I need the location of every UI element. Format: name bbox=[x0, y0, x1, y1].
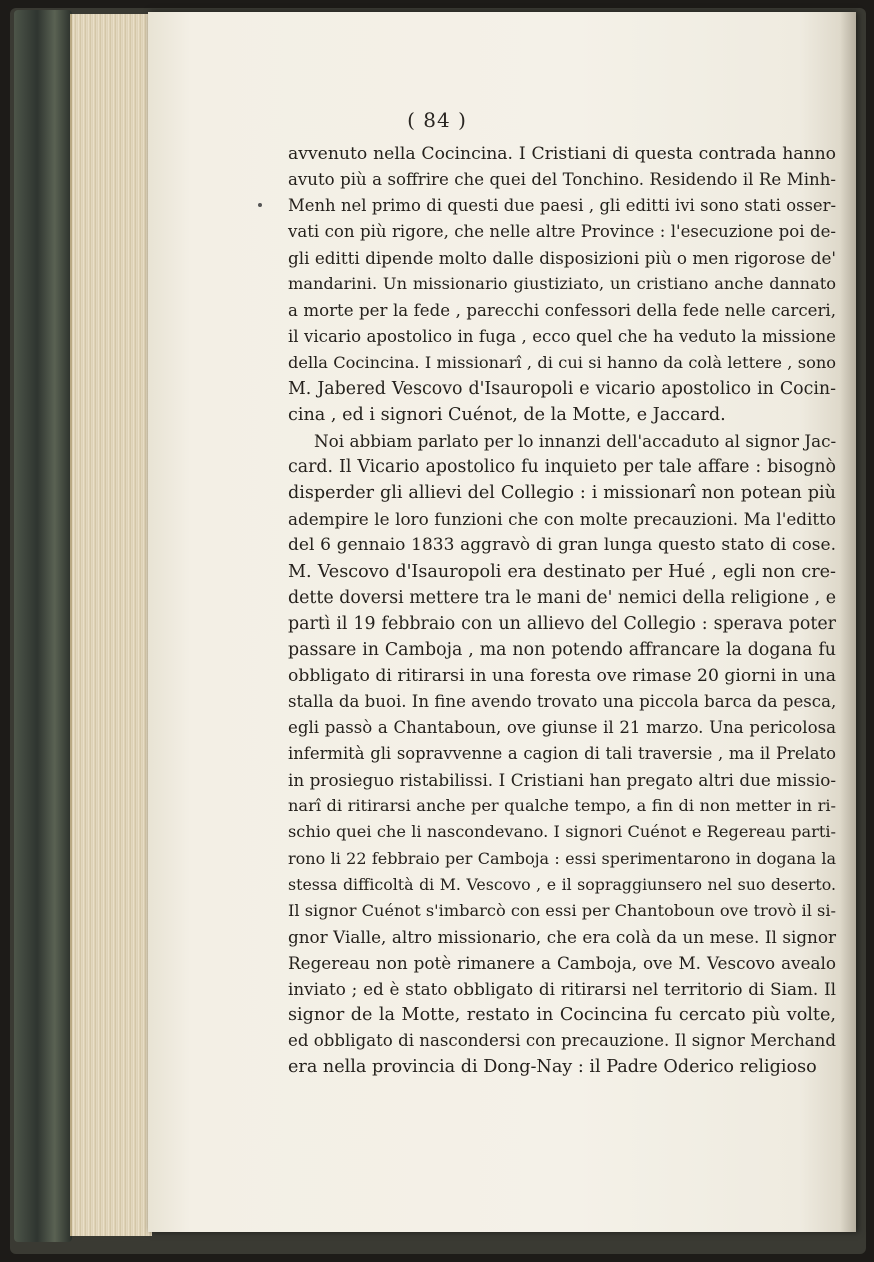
text-line: in prosieguo ristabilissi. I Cristiani han pregato altri due missio- bbox=[288, 770, 836, 791]
text-line: gnor Vialle, altro missionario, che era colà da un mese. Il signor bbox=[288, 926, 836, 947]
text-line: signor de la Motte, restato in Cocincina fu cercato più volte, bbox=[288, 1005, 836, 1026]
text-line: era nella provincia di Dong-Nay : il Padre Oderico religioso bbox=[288, 1057, 817, 1078]
text-line: Il signor Cuénot s'imbarcò con essi per Chantoboun ove trovò il si- bbox=[288, 900, 836, 920]
text-line: dette doversi mettere tra le mani de' nemici della religione , e bbox=[288, 587, 836, 608]
text-line: narî di ritirarsi anche per qualche tempo, a fin di non metter in ri- bbox=[288, 796, 836, 816]
body-text bbox=[288, 141, 836, 1080]
text-line: cina , ed i signori Cuénot, de la Motte, e Jaccard. bbox=[288, 404, 726, 425]
text-line: stessa difficoltà di M. Vescovo , e il sopraggiunsero nel suo deserto. bbox=[288, 874, 836, 894]
page-curl-shadow bbox=[840, 12, 856, 1232]
text-line: avvenuto nella Cocincina. I Cristiani di questa contrada hanno bbox=[288, 144, 836, 164]
text-line: mandarini. Un missionario giustiziato, un cristiano anche dannato bbox=[288, 274, 836, 294]
text-line: avuto più a soffrire che quei del Tonchino. Residendo il Re Minh- bbox=[288, 170, 836, 190]
text-line: il vicario apostolico in fuga , ecco quel che ha veduto la missione bbox=[288, 326, 836, 346]
page-edges bbox=[70, 14, 152, 1236]
text-line: card. Il Vicario apostolico fu inquieto per tale affare : bisognò bbox=[288, 457, 836, 478]
text-line: ed obbligato di nascondersi con precauzione. Il signor Merchand bbox=[288, 1031, 836, 1051]
book-cover-edge bbox=[14, 10, 72, 1242]
text-line: a morte per la fede , parecchi confessori della fede nelle carceri, bbox=[288, 300, 836, 320]
text-line: rono li 22 febbraio per Camboja : essi sperimentarono in dogana la bbox=[288, 848, 836, 868]
text-line: della Cocincina. I missionarî , di cui si hanno da colà lettere , sono bbox=[288, 352, 836, 372]
text-line: M. Vescovo d'Isauropoli era destinato per Hué , egli non cre- bbox=[288, 561, 836, 582]
margin-dot bbox=[258, 203, 262, 207]
text-line: schio quei che li nascondevano. I signori Cuénot e Regereau parti- bbox=[288, 822, 836, 842]
text-line: obbligato di ritirarsi in una foresta ove rimase 20 giorni in una bbox=[288, 665, 836, 686]
text-line: infermità gli sopravvenne a cagion di tali traversie , ma il Prelato bbox=[288, 744, 836, 764]
text-line: egli passò a Chantaboun, ove giunse il 21 marzo. Una pericolosa bbox=[288, 718, 836, 738]
text-line: disperder gli allievi del Collegio : i missionarî non potean più bbox=[288, 483, 836, 504]
paragraph-1 bbox=[288, 141, 836, 428]
text-line: vati con più rigore, che nelle altre Province : l'esecuzione poi de- bbox=[288, 222, 836, 242]
text-line: inviato ; ed è stato obbligato di ritirarsi nel territorio di Siam. Il bbox=[288, 979, 836, 999]
text-line: Menh nel primo di questi due paesi , gli editti ivi sono stati osser- bbox=[288, 196, 836, 216]
text-line: Noi abbiam parlato per lo innanzi dell'accaduto al signor Jac- bbox=[314, 431, 837, 452]
page-number: ( 84 ) bbox=[407, 108, 467, 132]
text-line: Regereau non potè rimanere a Camboja, ove M. Vescovo avealo bbox=[288, 952, 836, 973]
text-line: passare in Camboja , ma non potendo affrancare la dogana fu bbox=[288, 639, 836, 660]
paragraph-2 bbox=[288, 428, 836, 1080]
text-line: gli editti dipende molto dalle disposizioni più o men rigorose de' bbox=[288, 248, 836, 269]
text-line: adempire le loro funzioni che con molte precauzioni. Ma l'editto bbox=[288, 509, 836, 530]
text-line: partì il 19 febbraio con un allievo del Collegio : sperava poter bbox=[288, 613, 836, 634]
text-line: M. Jabered Vescovo d'Isauropoli e vicario apostolico in Cocin- bbox=[288, 378, 836, 399]
text-line: stalla da buoi. In fine avendo trovato una piccola barca da pesca, bbox=[288, 691, 837, 711]
text-line: del 6 gennaio 1833 aggravò di gran lunga questo stato di cose. bbox=[288, 535, 836, 556]
